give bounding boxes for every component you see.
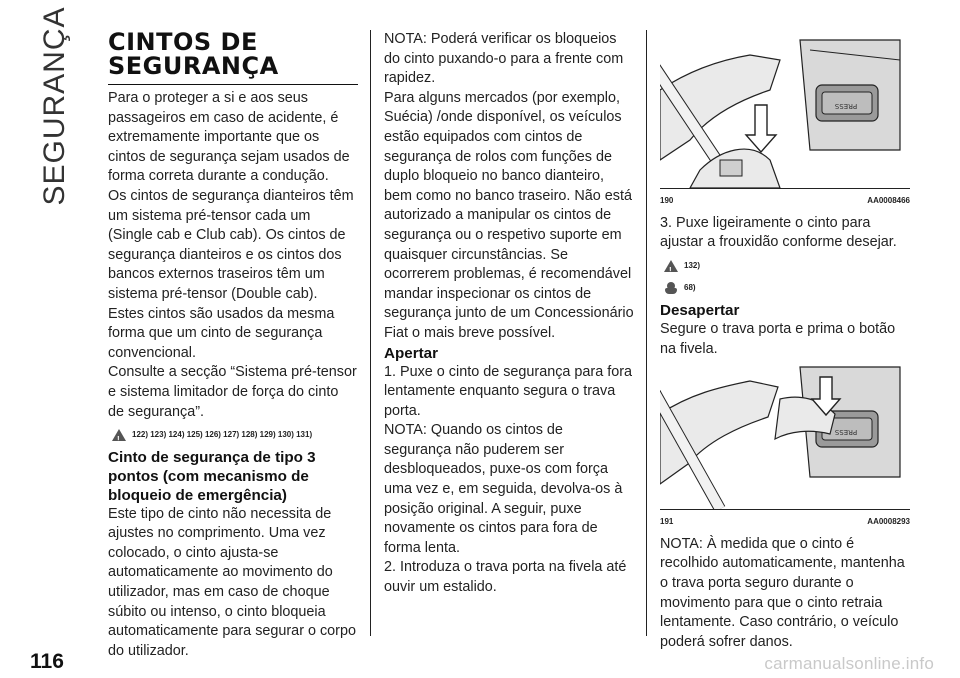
fasten-heading: Apertar [384, 344, 439, 362]
see-section-paragraph: Consulte a secção “Sistema pré-tensor e sistema limitador de força do cinto de segurança”. [108, 364, 357, 420]
warning-reference-value: 132) [684, 260, 701, 270]
column-3 [660, 30, 910, 652]
warning-references [112, 425, 358, 445]
figure-191-illustration [660, 359, 910, 510]
note-unlock: NOTA: Quando os cintos de segurança não puderem ser desbloqueados, puxe-os com força uma vez e, em seguida, devolva-os à posição original. A seguir, puxe novamente os cintos para fora de forma lenta. [384, 422, 623, 556]
page-number: 116 [30, 650, 64, 673]
figure-190-code: AA0008466 [867, 196, 910, 205]
title-line-1: CINTOS DE [108, 28, 258, 56]
caution-reference-68 [664, 278, 910, 298]
figure-191-code: AA0008293 [867, 517, 910, 527]
warning-reference-list: 122) 123) 124) 125) 126) 127) 128) 129) 130) 131) [132, 430, 313, 440]
section-label: SEGURANÇA [38, 6, 71, 206]
column-divider [370, 30, 371, 636]
warning-triangle-icon [112, 429, 126, 441]
figure-191-caption [660, 512, 910, 532]
unfasten-paragraph: Segure o trava porta e prima o botão na fivela. [660, 320, 896, 357]
section-side-tab [30, 6, 80, 206]
title-line-2: SEGURANÇA [108, 52, 279, 80]
column-2 [384, 30, 634, 598]
usage-paragraph: Estes cintos são usados da mesma forma que um cinto de segurança convencional. [108, 305, 335, 361]
svg-text:PRESS: PRESS [834, 102, 858, 110]
intro-paragraph: Para o proteger a si e aos seus passageiros em caso de acidente, é extremamente importante que os cintos de segurança sejam usados de forma correta durante a condução. [108, 90, 350, 185]
figure-190-illustration [660, 30, 910, 189]
fasten-step-1: 1. Puxe o cinto de segurança para fora lentamente enquanto segura o trava porta. [384, 363, 632, 419]
caution-flame-icon [664, 282, 678, 294]
pretensioner-paragraph: Os cintos de segurança dianteiros têm um sistema pré-tensor cada um (Single cab e Club cab). Os cintos de segurança dianteiros e os cintos dos bancos externos traseiros têm um sistema pré-tensor (Double cab). [108, 187, 354, 302]
figure-191-number: 191 [660, 517, 674, 527]
svg-text:PRESS: PRESS [834, 428, 858, 437]
watermark: carmanualsonline.info [764, 654, 934, 673]
note-lock-check: NOTA: Poderá verificar os bloqueios do cinto puxando-o para a frente com rapidez. [384, 31, 624, 87]
three-point-belt-paragraph: Este tipo de cinto não necessita de ajustes no comprimento. Uma vez colocado, o cinto ajusta-se automaticamente ao movimento do utilizador, mas em caso de choque súbito ou intenso, o cinto bloqueia automaticamente para segurar o corpo do utilizador. [108, 505, 356, 659]
unfasten-heading: Desapertar [660, 301, 740, 319]
warning-reference-132 [664, 256, 910, 276]
figure-190-number: 190 [660, 196, 674, 205]
markets-paragraph: Para alguns mercados (por exemplo, Suécia) /onde disponível, os veículos estão equipados com cintos de segurança de rolos com funções de duplo bloqueio no banco dianteiro, bem como no banco traseiro. Não está autorizado a manipular os cintos de segurança ou o respetivo suporte em quaisquer circunstâncias. Se ocorrerem problemas, é recomendável mandar inspecionar os cintos de segurança junto de um Concessionário Fiat o mais breve possível. [384, 89, 634, 341]
three-point-belt-heading: Cinto de segurança de tipo 3 pontos (com mecanismo de bloqueio de emergência) [108, 448, 316, 504]
column-1 [108, 30, 358, 661]
caution-reference-value: 68) [684, 283, 696, 293]
warning-triangle-icon [664, 260, 678, 272]
figure-190-caption [660, 191, 910, 211]
page-title [108, 30, 358, 85]
note-retraction: NOTA: À medida que o cinto é recolhido automaticamente, mantenha o trava porta seguro durante o movimento para que o cinto retraia lentamente. Caso contrário, o veículo poderá sofrer danos. [660, 535, 905, 650]
column-divider [646, 30, 647, 636]
fasten-step-2: 2. Introduza o trava porta na fivela até ouvir um estalido. [384, 559, 627, 596]
fasten-step-3: 3. Puxe ligeiramente o cinto para ajustar a frouxidão conforme desejar. [660, 214, 897, 251]
